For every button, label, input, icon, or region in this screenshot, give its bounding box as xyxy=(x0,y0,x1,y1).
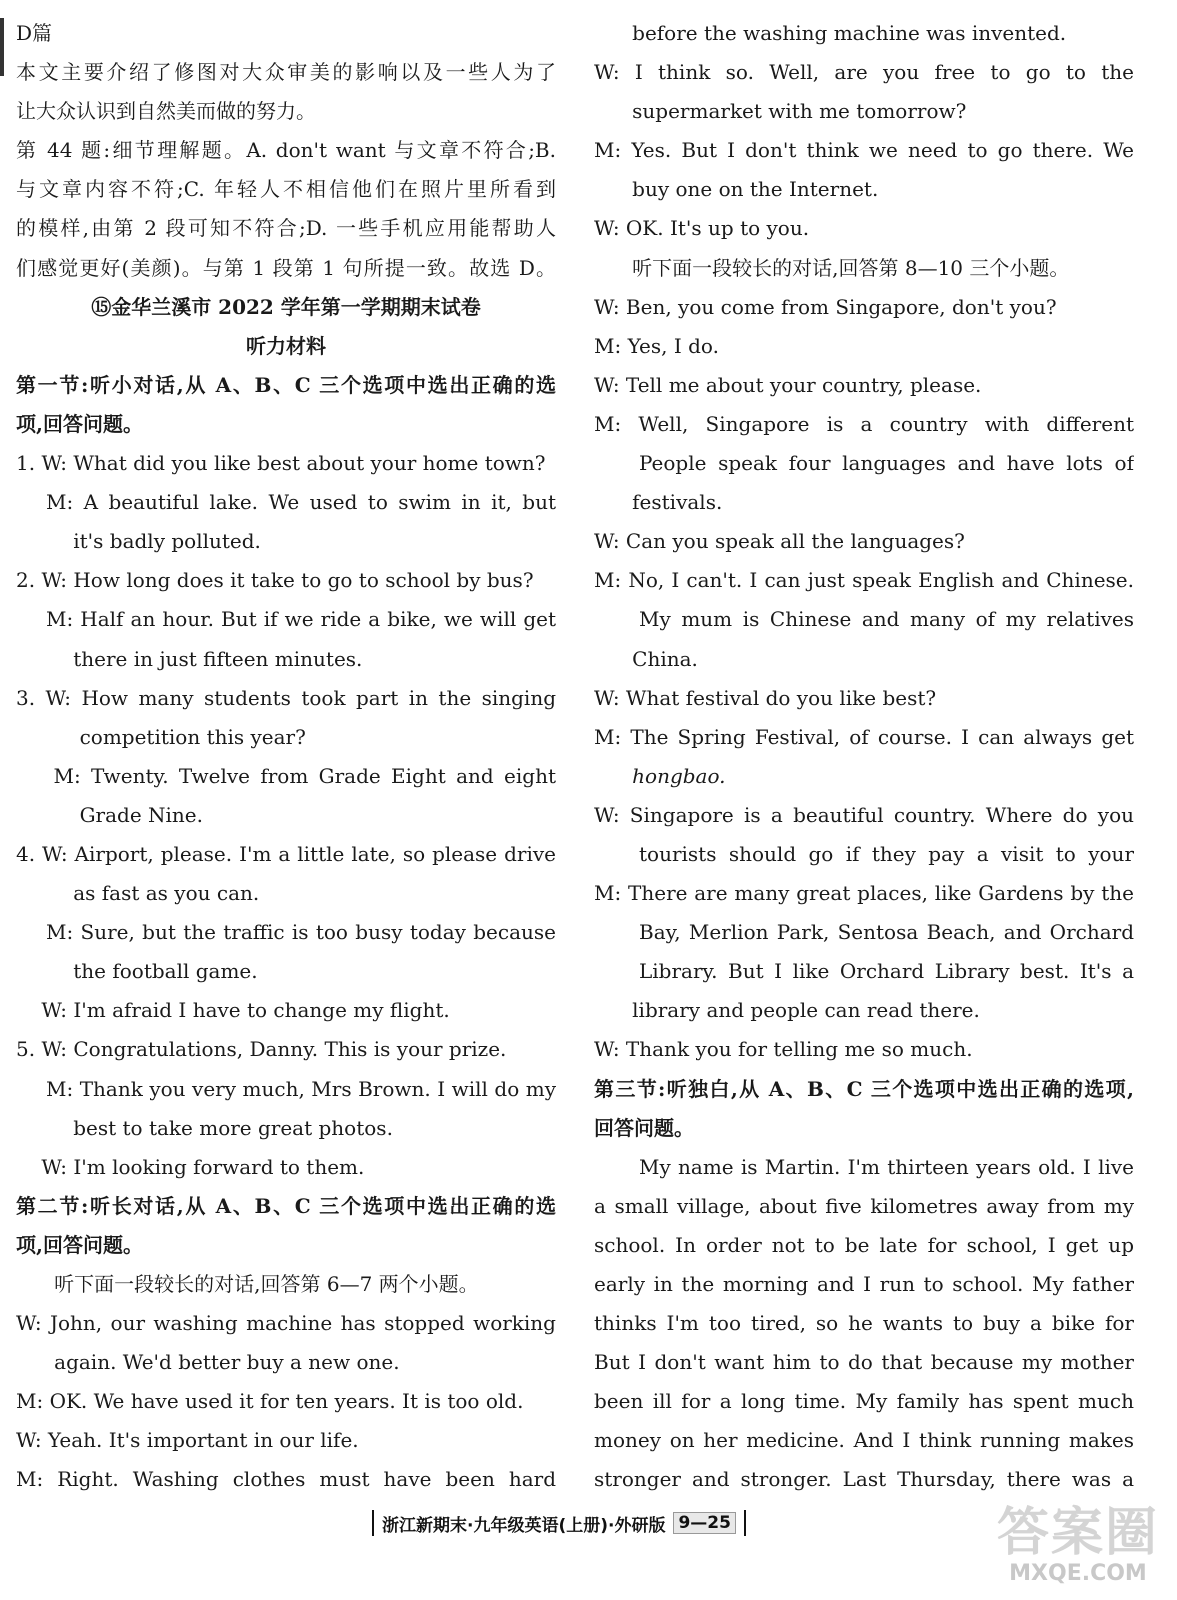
text-line xyxy=(16,1382,556,1421)
text-line xyxy=(16,561,556,600)
text-line xyxy=(16,835,556,874)
text-line xyxy=(16,483,556,522)
text-line-content: 第二节:听长对话,从 A、B、C 三个选项中选出正确的选 xyxy=(16,1193,556,1218)
text-line xyxy=(594,718,1134,757)
text-line-content: W: I'm afraid I have to change my flight. xyxy=(16,998,450,1023)
text-line-content: 4. W: Airport, please. I'm a little late, so please drive xyxy=(16,841,556,866)
text-line xyxy=(594,444,1134,483)
text-line-content: M: Yes. But I don't think we need to go there. We xyxy=(594,138,1134,163)
text-line xyxy=(594,835,1134,874)
text-line-content: 听下面一段较长的对话,回答第 8—10 三个小题。 xyxy=(594,255,1070,280)
text-line-content: 5. W: Congratulations, Danny. This is your prize. xyxy=(16,1037,507,1062)
text-line-content: thinks I'm too tired, so he wants to buy a bike for xyxy=(594,1311,1134,1336)
text-line-content: 本文主要介绍了修图对大众审美的影响以及一些人为了 xyxy=(16,60,556,85)
text-line xyxy=(594,1226,1134,1265)
text-line-content: M: Well, Singapore is a country with different xyxy=(594,411,1134,436)
text-line xyxy=(16,1421,556,1460)
text-line xyxy=(16,952,556,991)
text-line xyxy=(16,640,556,679)
text-line xyxy=(16,679,556,718)
text-line xyxy=(594,131,1134,170)
text-line xyxy=(594,1265,1134,1304)
text-line xyxy=(594,522,1134,561)
text-line xyxy=(16,288,556,327)
text-line xyxy=(16,600,556,639)
text-line xyxy=(16,1030,556,1069)
text-line-content: M: A beautiful lake. We used to swim in it, but xyxy=(46,490,556,515)
text-line xyxy=(594,1109,1134,1148)
footer-divider xyxy=(372,1510,374,1536)
watermark-logo: 答案圈 xyxy=(996,1502,1159,1563)
text-line-content: 项,回答问题。 xyxy=(16,1232,143,1257)
text-line xyxy=(16,92,556,131)
text-line-content: People speak four languages and have lots of xyxy=(639,451,1134,476)
footer-title: 浙江新期末·九年级英语(上册)·外研版 xyxy=(382,1515,666,1536)
text-line-content: M: No, I can't. I can just speak English and Chinese. xyxy=(594,568,1134,593)
text-line-content: W: Can you speak all the languages? xyxy=(594,529,965,554)
text-line-content: M: OK. We have used it for ten years. It is too old. xyxy=(16,1389,524,1414)
text-line-content: W: Singapore is a beautiful country. Where do you xyxy=(594,802,1134,827)
text-line-content: W: What festival do you like best? xyxy=(594,685,937,710)
text-line-content: 的模样,由第 2 段可知不符合;D. 一些手机应用能帮助人 xyxy=(16,216,556,241)
text-line xyxy=(594,1421,1134,1460)
text-line xyxy=(16,366,556,405)
text-line-content: 们感觉更好(美颜)。与第 1 段第 1 句所提一致。故选 D。 xyxy=(16,255,556,280)
text-line xyxy=(594,640,1134,679)
text-line-content: stronger and stronger. Last Thursday, there was a xyxy=(594,1467,1134,1492)
text-line-content: as fast as you can. xyxy=(16,881,260,906)
text-line xyxy=(594,53,1134,92)
text-line xyxy=(16,1148,556,1187)
text-line xyxy=(594,288,1134,327)
text-line xyxy=(16,170,556,209)
text-line-content: hongbao. xyxy=(594,763,726,788)
text-line-content: 3. W: How many students took part in the singing xyxy=(16,685,556,710)
text-line xyxy=(594,483,1134,522)
text-line-content: W: I'm looking forward to them. xyxy=(16,1154,365,1179)
text-line-content: 与文章内容不符;C. 年轻人不相信他们在照片里所看到 xyxy=(16,177,556,202)
text-line xyxy=(16,718,556,757)
text-line-content: 让大众认识到自然美而做的努力。 xyxy=(16,99,316,124)
page-footer xyxy=(372,1508,746,1538)
text-line xyxy=(16,913,556,952)
text-line xyxy=(594,170,1134,209)
text-line-content: 听下面一段较长的对话,回答第 6—7 两个小题。 xyxy=(16,1272,479,1296)
text-line-content: W: Thank you for telling me so much. xyxy=(594,1037,973,1062)
text-line xyxy=(594,405,1134,444)
text-line-content: competition this year? xyxy=(16,724,306,749)
text-line xyxy=(594,991,1134,1030)
text-line-content: M: There are many great places, like Gardens by the xyxy=(594,881,1134,906)
text-line-content: ⑮金华兰溪市 2022 学年第一学期期末试卷 xyxy=(91,294,481,319)
text-line-content: 第一节:听小对话,从 A、B、C 三个选项中选出正确的选 xyxy=(16,372,556,397)
text-line xyxy=(594,1148,1134,1187)
text-line-content: it's badly polluted. xyxy=(16,529,261,554)
text-line xyxy=(16,1226,556,1265)
text-line xyxy=(16,1304,556,1343)
footer-divider xyxy=(744,1510,746,1536)
text-line-content: W: OK. It's up to you. xyxy=(594,216,810,241)
text-line xyxy=(594,952,1134,991)
watermark-url: MXQE.COM xyxy=(1009,1560,1147,1586)
text-line-content: M: Half an hour. But if we ride a bike, we will get xyxy=(46,607,556,632)
text-line-content: M: Right. Washing clothes must have been hard xyxy=(16,1467,556,1492)
text-line xyxy=(594,1070,1134,1109)
text-line-content: W: I think so. Well, are you free to go to the xyxy=(594,60,1134,85)
text-line-content: 听力材料 xyxy=(246,333,326,358)
text-line xyxy=(594,209,1134,248)
text-line-content: 回答问题。 xyxy=(594,1115,694,1140)
text-line xyxy=(16,796,556,835)
text-line-content: 1. W: What did you like best about your home town? xyxy=(16,451,546,476)
text-line-content: money on her medicine. And I think running makes xyxy=(594,1428,1134,1453)
text-line xyxy=(594,327,1134,366)
page-number: 9—25 xyxy=(673,1512,736,1534)
text-line-content: D篇 xyxy=(16,21,53,45)
text-line-content: China. xyxy=(594,646,698,671)
text-line-content: 项,回答问题。 xyxy=(16,411,143,436)
text-line-content: M: Yes, I do. xyxy=(594,333,719,358)
text-line xyxy=(16,757,556,796)
text-line xyxy=(594,796,1134,835)
text-line xyxy=(16,522,556,561)
text-line xyxy=(16,249,556,288)
text-line-content: best to take more great photos. xyxy=(16,1115,393,1140)
text-line xyxy=(16,131,556,170)
text-line xyxy=(594,1187,1134,1226)
text-line xyxy=(16,209,556,248)
text-line-content: tourists should go if they pay a visit to your xyxy=(639,841,1134,866)
text-line-content: 2. W: How long does it take to go to school by bus? xyxy=(16,568,534,593)
text-line-content: the football game. xyxy=(16,959,258,984)
text-line-content: W: John, our washing machine has stopped working xyxy=(16,1311,556,1336)
text-line-content: buy one on the Internet. xyxy=(594,177,879,202)
text-line xyxy=(594,874,1134,913)
text-line-content: M: Thank you very much, Mrs Brown. I will do my xyxy=(46,1076,556,1101)
text-line xyxy=(594,1304,1134,1343)
watermark xyxy=(996,1502,1159,1586)
text-line xyxy=(16,53,556,92)
text-line xyxy=(16,405,556,444)
text-line xyxy=(594,561,1134,600)
text-line xyxy=(16,444,556,483)
text-line xyxy=(594,1460,1134,1499)
text-line-content: My mum is Chinese and many of my relatives xyxy=(639,607,1134,632)
right-column xyxy=(594,14,1134,1500)
text-line xyxy=(16,1460,556,1499)
text-line xyxy=(594,1382,1134,1421)
text-line-content: supermarket with me tomorrow? xyxy=(594,99,967,124)
text-line xyxy=(594,757,1134,796)
text-line-content: there in just fifteen minutes. xyxy=(16,646,363,671)
text-line-content: M: The Spring Festival, of course. I can always get xyxy=(594,724,1134,749)
text-line-content: early in the morning and I run to school. My father xyxy=(594,1272,1134,1296)
text-line-content: school. In order not to be late for school, I get up xyxy=(594,1232,1134,1257)
text-line-content: My name is Martin. I'm thirteen years old. I live xyxy=(639,1154,1134,1179)
text-line-content: M: Twenty. Twelve from Grade Eight and eight xyxy=(53,763,556,788)
text-line xyxy=(594,249,1134,288)
text-line xyxy=(16,1109,556,1148)
left-column xyxy=(16,14,556,1500)
text-line xyxy=(594,366,1134,405)
text-line xyxy=(594,14,1134,53)
text-line xyxy=(16,1343,556,1382)
text-line-content: again. We'd better buy a new one. xyxy=(16,1350,400,1375)
text-line xyxy=(16,1187,556,1226)
text-line-content: library and people can read there. xyxy=(594,998,980,1023)
text-line xyxy=(594,600,1134,639)
text-line xyxy=(594,1343,1134,1382)
text-line xyxy=(594,913,1134,952)
text-line xyxy=(594,92,1134,131)
text-line-content: W: Yeah. It's important in our life. xyxy=(16,1428,359,1453)
text-line xyxy=(16,14,556,53)
margin-bar xyxy=(0,18,4,76)
text-line-content: festivals. xyxy=(594,490,723,515)
text-line-content: before the washing machine was invented. xyxy=(594,21,1067,45)
text-line-content: a small village, about five kilometres away from my xyxy=(594,1193,1134,1218)
text-line-content: been ill for a long time. My family has spent much xyxy=(594,1389,1134,1414)
text-line-content: 第 44 题:细节理解题。A. don't want 与文章不符合;B. xyxy=(16,138,556,163)
text-line xyxy=(16,991,556,1030)
text-line-content: Library. But I like Orchard Library best. It's a xyxy=(639,959,1134,984)
text-line-content: But I don't want him to do that because my mother xyxy=(594,1350,1134,1375)
text-line-content: M: Sure, but the traffic is too busy today because xyxy=(46,920,556,945)
text-line xyxy=(16,1070,556,1109)
text-line xyxy=(16,874,556,913)
text-line xyxy=(594,679,1134,718)
text-line xyxy=(594,1030,1134,1069)
text-line-content: W: Ben, you come from Singapore, don't you? xyxy=(594,294,1057,319)
text-line-content: Grade Nine. xyxy=(16,802,204,827)
text-line-content: W: Tell me about your country, please. xyxy=(594,372,982,397)
text-line-content: Bay, Merlion Park, Sentosa Beach, and Orchard xyxy=(639,920,1134,945)
text-line-content: 第三节:听独白,从 A、B、C 三个选项中选出正确的选项, xyxy=(594,1076,1134,1101)
text-line xyxy=(16,1265,556,1304)
text-line xyxy=(16,327,556,366)
